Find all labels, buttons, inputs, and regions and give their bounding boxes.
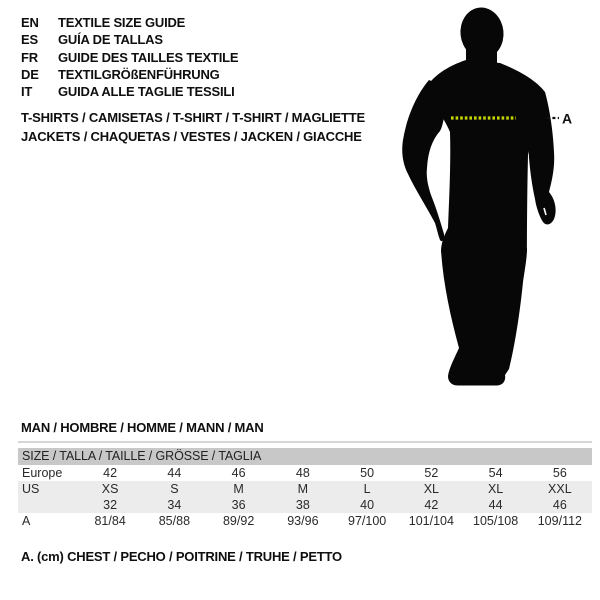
size-cell: M	[233, 481, 244, 496]
table-row	[18, 481, 592, 497]
language-code: EN	[21, 15, 39, 31]
size-cell: 52	[424, 465, 439, 480]
row-label: A	[22, 514, 31, 529]
size-cell: 46	[552, 497, 567, 512]
size-cell: S	[170, 481, 179, 496]
size-cell: XS	[101, 481, 119, 496]
size-cell: 48	[295, 465, 310, 480]
language-title: TEXTILE SIZE GUIDE	[58, 15, 186, 31]
language-title: GUIDE DES TAILLES TEXTILE	[58, 49, 239, 65]
size-cell: 85/88	[158, 514, 191, 529]
size-cell: 34	[167, 497, 182, 512]
size-cell: XL	[487, 481, 504, 496]
size-cell: 109/112	[537, 514, 582, 529]
size-cell: 56	[552, 465, 567, 480]
table-row	[18, 513, 592, 529]
size-cell: 97/100	[348, 514, 387, 529]
category-line: JACKETS / CHAQUETAS / VESTES / JACKEN / GIACCHE	[21, 128, 362, 144]
table-row	[18, 497, 592, 513]
row-label: Europe	[22, 465, 63, 480]
size-table-body	[18, 465, 592, 530]
row-label: US	[22, 481, 40, 496]
size-cell: 44	[167, 465, 182, 480]
size-cell: XL	[423, 481, 440, 496]
size-table	[18, 441, 592, 529]
language-code: IT	[21, 84, 33, 100]
table-top-divider	[18, 441, 592, 443]
size-cell: L	[363, 481, 371, 496]
measure-label-a: A	[562, 110, 573, 127]
category-line: T-SHIRTS / CAMISETAS / T-SHIRT / T-SHIRT / MAGLIETTE	[21, 110, 365, 125]
man-silhouette	[402, 5, 555, 385]
size-cell: XXL	[548, 481, 572, 496]
measurement-footnote: A. (cm) CHEST / PECHO / POITRINE / TRUHE / PETTO	[21, 549, 342, 564]
language-code: FR	[21, 49, 38, 65]
table-header: SIZE / TALLA / TAILLE / GRÖSSE / TAGLIA	[18, 448, 592, 465]
table-row	[18, 465, 592, 481]
language-code: DE	[21, 67, 39, 83]
language-title: GUÍA DE TALLAS	[58, 32, 163, 48]
size-cell: 93/96	[287, 514, 319, 529]
size-cell: 101/104	[408, 514, 454, 529]
size-cell: 46	[231, 465, 246, 480]
size-cell: 38	[295, 497, 310, 512]
language-title: GUIDA ALLE TAGLIE TESSILI	[58, 84, 235, 100]
language-title: TEXTILGRÖßENFÜHRUNG	[58, 67, 220, 83]
size-cell: 32	[103, 497, 118, 512]
size-cell: 89/92	[222, 514, 255, 529]
size-cell: 40	[360, 497, 375, 512]
size-cell: 50	[360, 465, 375, 480]
size-cell: 42	[103, 465, 118, 480]
size-cell: 44	[488, 497, 503, 512]
size-cell: 54	[488, 465, 503, 480]
size-cell: 42	[424, 497, 439, 512]
section-heading: MAN / HOMBRE / HOMME / MANN / MAN	[21, 420, 264, 435]
size-cell: 36	[231, 497, 246, 512]
size-cell: 105/108	[473, 514, 519, 529]
size-cell: 81/84	[94, 514, 126, 529]
language-code: ES	[21, 32, 38, 48]
size-cell: M	[297, 481, 309, 496]
